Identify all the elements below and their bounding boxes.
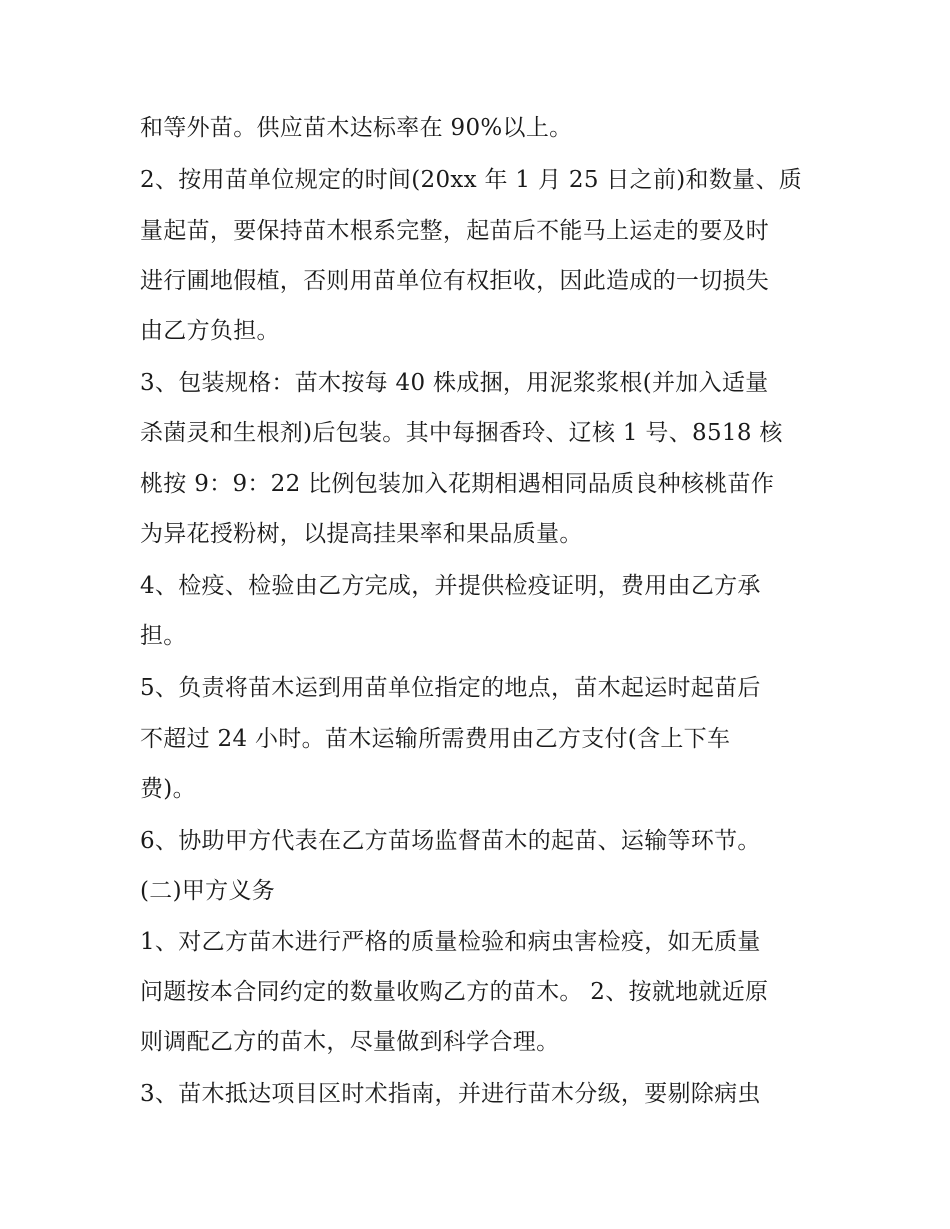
text-line: 问题按本合同约定的数量收购乙方的苗木。 2、按就地就近原	[140, 979, 769, 1005]
text-line: 由乙方负担。	[140, 318, 280, 344]
text-line: 3、包装规格：苗木按每 40 株成捆，用泥浆浆根(并加入适量	[140, 370, 769, 396]
text-line: 为异花授粉树，以提高挂果率和果品质量。	[140, 521, 583, 547]
text-line: 2、按用苗单位规定的时间(20xx 年 1 月 25 日之前)和数量、质	[140, 167, 803, 193]
text-line: 杀菌灵和生根剂)后包装。其中每捆香玲、辽核 1 号、8518 核	[140, 420, 783, 446]
text-line: 不超过 24 小时。苗木运输所需费用由乙方支付(含上下车	[140, 726, 731, 752]
text-line: 桃按 9：9：22 比例包装加入花期相遇相同品质良种核桃苗作	[140, 471, 775, 497]
text-line: 5、负责将苗木运到用苗单位指定的地点，苗木起运时起苗后	[140, 675, 761, 701]
text-line: 3、苗木抵达项目区时术指南，并进行苗木分级，要剔除病虫	[140, 1081, 761, 1107]
section-heading: (二)甲方义务	[140, 878, 276, 904]
text-line: 4、检疫、检验由乙方完成，并提供检疫证明，费用由乙方承	[140, 573, 761, 599]
text-line: 1、对乙方苗木进行严格的质量检验和病虫害检疫，如无质量	[140, 929, 761, 955]
text-line: 6、协助甲方代表在乙方苗场监督苗木的起苗、运输等环节。	[140, 828, 761, 854]
text-line: 费)。	[140, 776, 196, 802]
text-line: 进行圃地假植，否则用苗单位有权拒收，因此造成的一切损失	[140, 268, 770, 294]
text-line: 则调配乙方的苗木，尽量做到科学合理。	[140, 1029, 560, 1055]
text-line: 量起苗，要保持苗木根系完整，起苗后不能马上运走的要及时	[140, 218, 770, 244]
text-line: 和等外苗。供应苗木达标率在 90%以上。	[140, 115, 573, 141]
text-line: 担。	[140, 623, 187, 649]
